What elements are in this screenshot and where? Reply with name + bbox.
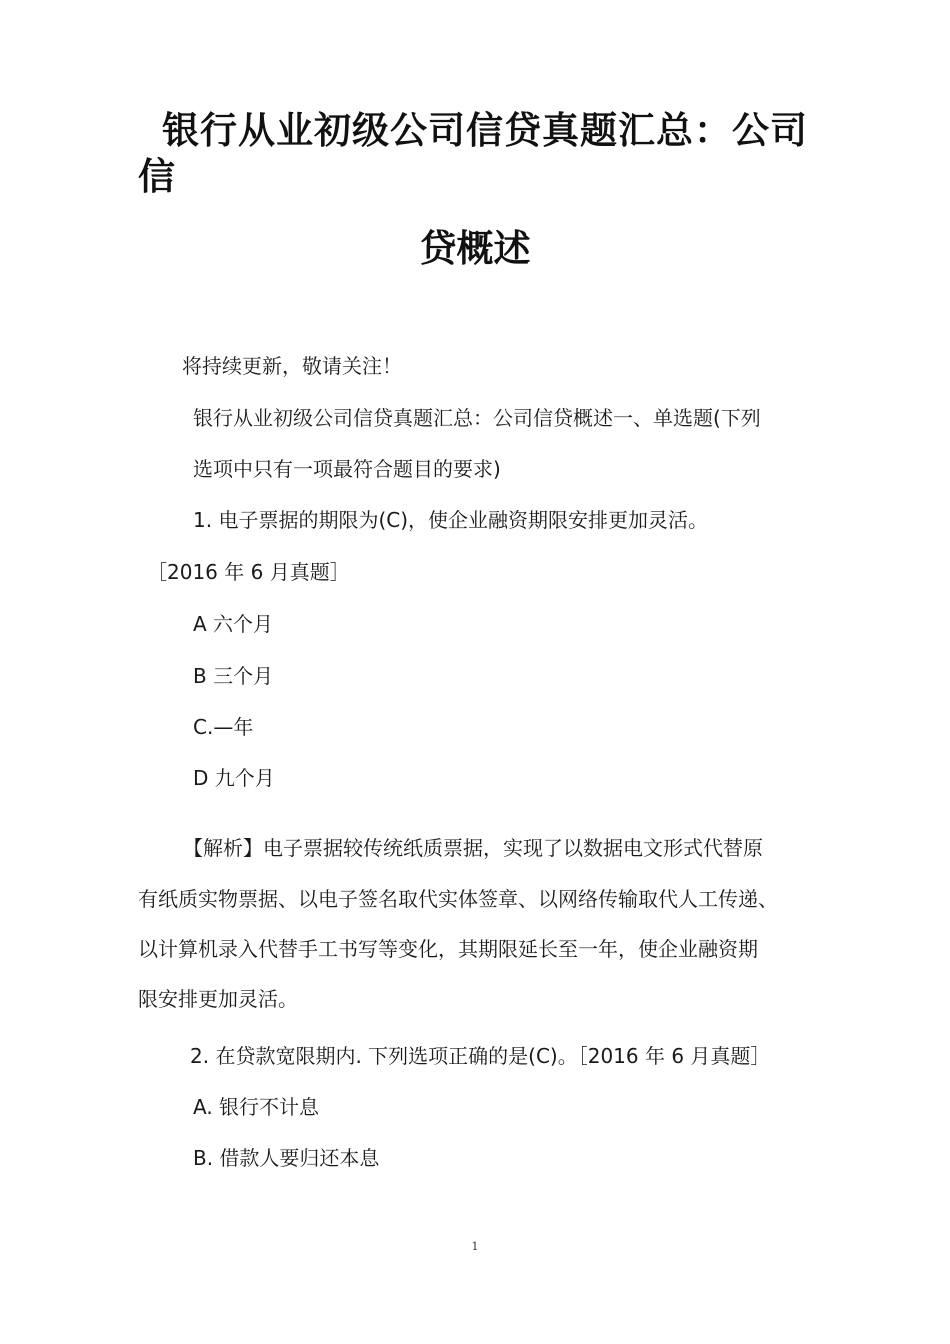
title-text-1: 银行从业初级公司信贷真题汇总：公司: [162, 109, 808, 152]
question-1-option-b: B 三个月: [193, 664, 274, 688]
explanation-line-2: 有纸质实物票据、以电子签名取代实体签章、以网络传输取代人工传递、: [138, 887, 778, 911]
question-2-option-a: A. 银行不计息: [193, 1095, 320, 1119]
section-heading-line-1: 银行从业初级公司信贷真题汇总：公司信贷概述一、单选题(下列: [193, 406, 761, 430]
document-title-line-1: [138, 106, 838, 156]
question-1-option-d: D 九个月: [193, 766, 275, 790]
question-2-option-b: B. 借款人要归还本息: [193, 1146, 380, 1170]
page-number: 1: [471, 1240, 479, 1253]
explanation-line-3: 以计算机录入代替手工书写等变化，其期限延长至一年，使企业融资期: [138, 937, 758, 961]
question-1-source: ［2016 年 6 月真题］: [147, 560, 350, 584]
section-heading-line-2: 选项中只有一项最符合题目的要求): [193, 457, 501, 481]
question-1-option-a: A 六个月: [193, 612, 274, 636]
explanation-line-1: 【解析】电子票据较传统纸质票据，实现了以数据电文形式代替原: [183, 836, 763, 860]
question-2-stem: 2. 在贷款宽限期内. 下列选项正确的是(C)。［2016 年 6 月真题］: [190, 1044, 771, 1068]
explanation-line-4: 限安排更加灵活。: [138, 987, 298, 1011]
intro-text: 将持续更新，敬请关注！: [182, 354, 402, 378]
document-title-line-2: 贷概述: [419, 227, 531, 270]
document-title-wrap: 信: [138, 155, 175, 198]
question-1-option-c: C.—年: [193, 715, 254, 739]
question-1-stem: 1. 电子票据的期限为(C)，使企业融资期限安排更加灵活。: [193, 508, 709, 532]
